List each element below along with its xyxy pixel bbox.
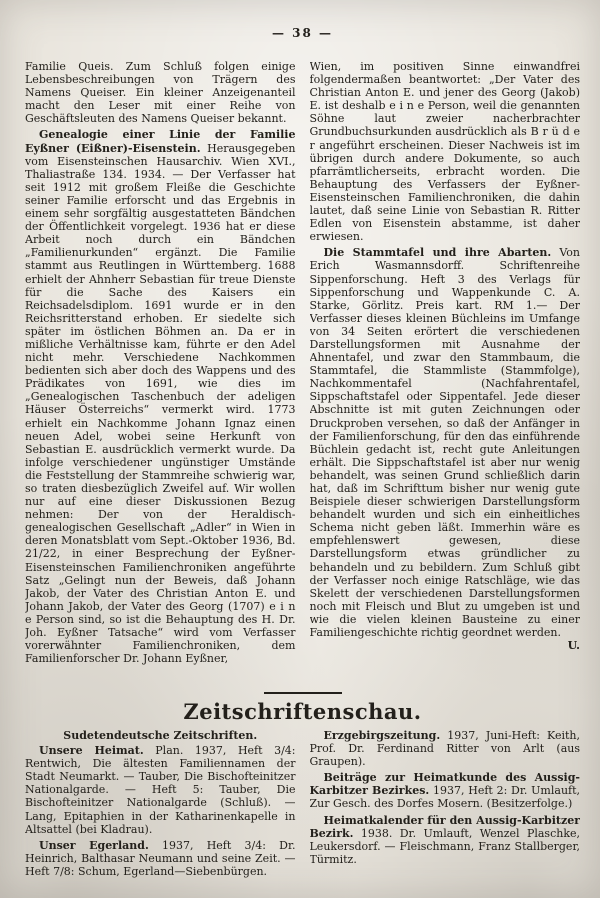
journal-entry-title: Unser Egerland. [39,838,149,852]
journal-entry-unsere-heimat [25,744,296,836]
journal-entry-heimatkalender [310,814,581,866]
left-column [25,60,296,688]
journal-entry-unser-egerland [25,839,296,878]
review-stammtafel [309,246,581,653]
journal-entry-title: Erzgebirgszeitung. [323,729,441,742]
journal-entry-title: Heimatkalender für den Aussig-Karbitzer Bezirk. [309,813,580,840]
section-divider-rule [264,692,342,694]
journal-entry-body: 1937, Juni-Heft: Keith, Prof. Dr. Ferdinand Ritter von Arlt (aus Graupen). [309,729,580,769]
review-eyssner [25,128,296,665]
journal-entry-body: 1938. Dr. Umlauft, Wenzel Plaschke, Leukersdorf. — Fleischmann, Franz Stallberger, Türmitz. [309,826,580,866]
journal-entry-body: 1937, Heft 3/4: Dr. Heinrich, Balthasar Neumann und seine Zeit. — Heft 7/8: Schum, Egerland—Siebenbürgen. [25,838,296,878]
reviewer-initial: U. [567,639,580,653]
review-stammtafel-title: Die Stammtafel und ihre Abarten. [323,246,552,260]
review-eyssner-body: Herausgegeben vom Eisensteinschen Hausarchiv. Wien XVI., Thaliastraße 134. 1934. — Der Verfasser hat seit 1912 mit großem Fleiße die Geschichte seiner Familie erforscht und das Ergebnis in einem sehr sorgfältig ausgestatteten Bändchen der Öffentlichkeit vorgelegt. 1936 hat er diese Arbeit noch durch ein Bändchen „Familienurkunden“ ergänzt. Die Familie stammt aus Reutlingen in Württemberg. 1688 erhielt der Ahnherr Sebastian für treue Dienste für die Sache des Kaisers ein Reichsadelsdiplom. 1691 wurde er in den Reichsritterstand erhoben. Er siedelte sich später im östlichen Böhmen an. Da er in mißliche Verhältnisse kam, führte er den Adel nicht mehr. Verschiedene Nachkommen bedienten sich aber doch des Wappens und des Prädikates von 1691, wie dies im „Genealogischen Taschenbuch der adeligen Häuser Österreichs“ vermerkt wird. 1773 erhielt ein Nachkomme Johann Ignaz einen neuen Adel, wobei seine Herkunft von Sebastian E. ausdrücklich vermerkt wurde. Da infolge verschiedener ungünstiger Umstände die Feststellung der Stammreihe schwierig war, so traten diesbezüglich Zweifel auf. Wir wollen nur auf eine dieser Diskussionen Bezug nehmen: Der von der Heraldisch-genealogischen Gesellschaft „Adler“ in Wien in deren Monatsblatt vom Sept.-Oktober 1936, Bd. 21/22, in einer Besprechung der Eyßner-Eisensteinschen Familienchroniken angeführte Satz „Gelingt nun der Beweis, daß Johann Jakob, der Vater des Christian Anton E. und Johann Jakob, der Vater des Georg (1707) e i n e Person sind, so ist die Behauptung des H. Dr. Joh. Eyßner Tatsache“ wird vom Verfasser vorerwähnter Familienchroniken, dem Familienforscher Dr. Johann Eyßner, [25,141,296,666]
section-title: Zeitschriftenschau. [183,699,422,724]
journal-entry-beitraege-heimatkunde [310,771,581,810]
paragraph-queis-continuation: Familie Queis. Zum Schluß folgen einige Lebensbeschreibungen von Trägern des Namens Queiser. Ein kleiner Anzeigenanteil macht den Leser mit einer Reihe von Geschäftsleuten des Namens Queiser bekannt. [25,60,296,126]
right-column [310,60,581,688]
review-eyssner-title: Genealogie einer Linie der Familie Eyßner (Eißner)-Eisenstein. [25,128,296,155]
zeitschriftenschau-section [25,729,580,897]
subheading-sudetendeutsche: Sudetendeutsche Zeitschriften. [63,729,258,742]
journal-entry-body: 1937, Heft 2: Dr. Umlauft, Zur Gesch. des Dorfes Mosern. (Besitzerfolge.) [309,784,580,811]
journal-entry-title: Unsere Heimat. [39,744,144,758]
reviews-section [25,60,580,688]
page-number: — 38 — [271,26,334,40]
left-column-bottom [25,729,296,897]
journal-entry-body: Plan. 1937, Heft 3/4: Rentwich, Die ältesten Familiennamen der Stadt Neumarkt. — Tauber, Die Bischofteinitzer Nationalgarde. — Heft 5: Tauber, Die Bischofteinitzer Nationalgarde (Schluß). — Lang, Epitaphien in der Katharinenkapelle in Altsattel (bei Kladrau). [25,744,296,836]
journal-entry-erzgebirgszeitung [310,729,581,768]
right-column-bottom [310,729,581,897]
journal-entry-title: Beiträge zur Heimatkunde des Aussig-Karbitzer Bezirkes. [309,771,580,798]
paragraph-eyssner-continuation: Wien, im positiven Sinne einwandfrei folgendermaßen beantwortet: „Der Vater des Christian Anton E. und jener des Georg (Jakob) E. ist deshalb e i n e Person, weil die genannten Söhne laut zweier nacherbrachter Grundbuchsurkunden ausdrücklich als B r ü d e r angeführt erscheinen. Dieser Nachweis ist im übrigen durch andere Dokumente, so auch pfarrämtlicherseits, erbracht worden. Die Behauptung des Verfassers der Eyßner-Eisensteinschen Familienchroniken, die dahin lautet, daß seine Linie von Sebastian R. Ritter Edlen von Eisenstein abstamme, ist daher erwiesen. [309,60,580,244]
review-stammtafel-body: Von Erich Wasmannsdorff. Schriftenreihe Sippenforschung. Heft 3 des Verlags für Sippenforschung und Wappenkunde C. A. Starke, Görlitz. Preis kart. RM 1.— Der Verfasser dieses kleinen Büchleins im Umfange von 34 Seiten erörtert die verschiedenen Darstellungsformen mit Ausnahme der Ahnentafel, und zwar den Stammbaum, die Stammtafel, die Stammliste (Stammfolge), Nachkommentafel (Nachfahrentafel, Sippschaftstafel oder Sippentafel. Jede dieser Abschnitte ist mit guten Zeichnungen oder Druckproben versehen, so daß der Anfänger in der Familienforschung, für den das einführende Büchlein gedacht ist, recht gute Anleitungen erhält. Die Sippschaftstafel ist aber nur wenig behandelt, was seinen Grund schließlich darin hat, daß im Schrifttum bisher nur wenig gute Beispiele dieser schwierigen Darstellungsform behandelt wurden und sich ein einheitliches Schema nicht geben läßt. Immerhin wäre es empfehlenswert gewesen, diese Darstellungsform etwas gründlicher zu behandeln und zu bebildern. Zum Schluß gibt der Verfasser noch einige Ratschläge, wie das Skelett der verschiedenen Darstellungsformen noch mit Fleisch und Blut zu umgeben ist und wie die vielen kleinen Bausteine zu einer Familiengeschichte richtig geordnet werden. [309,246,580,640]
